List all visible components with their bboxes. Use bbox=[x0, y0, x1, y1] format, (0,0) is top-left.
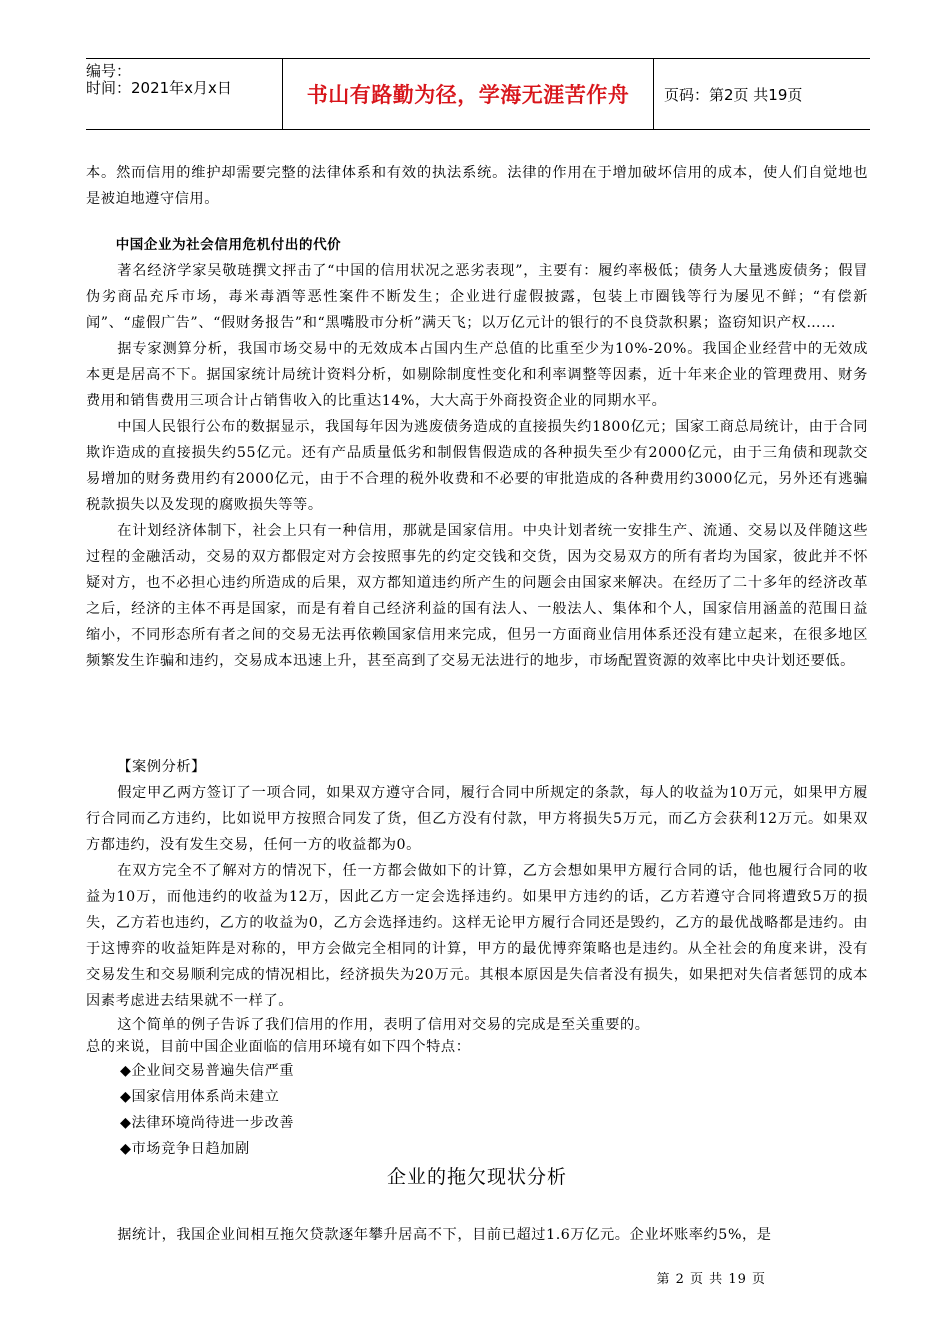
bullet-item: ◆国家信用体系尚未建立 bbox=[120, 1089, 280, 1105]
paragraph: 著名经济学家吴敬琏撰文抨击了“中国的信用状况之恶劣表现”，主要有：履约率极低；债务人大量逃废债务；假冒伪劣商品充斥市场，毒米毒酒等恶性案件不断发生；企业进行虚假披露，包装上市圈钱等行为屡见不鲜；“有偿新闻”、“虚假广告”、“假财务报告”和“黑嘴股市分析”满天飞；以万亿元计的银行的不良贷款积累；盗窃知识产权…… bbox=[86, 263, 868, 331]
page-footer: 第 2 页 共 19 页 bbox=[656, 1272, 766, 1287]
page-header bbox=[86, 58, 870, 130]
paragraph: 在计划经济体制下，社会上只有一种信用，那就是国家信用。中央计划者统一安排生产、流通、交易以及伴随这些过程的金融活动，交易的双方都假定对方会按照事先的约定交钱和交货，因为交易双方的所有者均为国家，彼此并不怀疑对方，也不必担心违约所造成的后果，双方都知道违约所产生的问题会由国家来解决。在经历了二十多年的经济改革之后，经济的主体不再是国家，而是有着自己经济利益的国有法人、一般法人、集体和个人，国家信用涵盖的范围日益缩小，不同形态所有者之间的交易无法再依赖国家信用来完成，但另一方面商业信用体系还没有建立起来，在很多地区频繁发生诈骗和违约，交易成本迅速上升，甚至高到了交易无法进行的地步，市场配置资源的效率比中央计划还要低。 bbox=[86, 523, 868, 669]
header-motto: 书山有路勤为径，学海无涯苦作舟 bbox=[283, 59, 654, 129]
paragraph: 中国人民银行公布的数据显示，我国每年因为逃废债务造成的直接损失约1800亿元；国家工商总局统计，由于合同欺诈造成的直接损失约55亿元。还有产品质量低劣和制假售假造成的各种损失至少有2000亿元，由于三角债和现款交易增加的财务费用约有2000亿元，由于不合理的税外收费和不必要的审批造成的各种费用约3000亿元，另外还有逃骗税款损失以及发现的腐败损失等等。 bbox=[86, 419, 868, 513]
paragraph: 在双方完全不了解对方的情况下，任一方都会做如下的计算，乙方会想如果甲方履行合同的话，他也履行合同的收益为10万，而他违约的收益为12万，因此乙方一定会选择违约。如果甲方违约的话，乙方若遵守合同将遭致5万的损失，乙方若也违约，乙方的收益为0，乙方会选择违约。这样无论甲方履行合同还是毁约，乙方的最优战略都是违约。由于这博弈的收益矩阵是对称的，甲方会做完全相同的计算，甲方的最优博弈策略也是违约。从全社会的角度来讲，没有交易发生和交易顺利完成的情况相比，经济损失为20万元。其根本原因是失信者没有损失，如果把对失信者惩罚的成本因素考虑进去结果就不一样了。 bbox=[86, 863, 868, 1009]
paragraph: 据专家测算分析，我国市场交易中的无效成本占国内生产总值的比重至少为10%-20%。我国企业经营中的无效成本更是居高不下。据国家统计局统计资料分析，如剔除制度性变化和利率调整等因素，近十年来企业的管理费用、财务费用和销售费用三项合计占销售收入的比重达14%，大大高于外商投资企业的同期水平。 bbox=[86, 341, 868, 409]
paragraph: 这个简单的例子告诉了我们信用的作用，表明了信用对交易的完成是至关重要的。 bbox=[117, 1017, 650, 1033]
section-title: 企业的拖欠现状分析 bbox=[386, 1166, 567, 1188]
paragraph: 据统计，我国企业间相互拖欠贷款逐年攀升居高不下，目前已超过1.6万亿元。企业坏账率约5%，是 bbox=[117, 1227, 772, 1243]
case-heading: 【案例分析】 bbox=[117, 759, 206, 775]
section-heading: 中国企业为社会信用危机付出的代价 bbox=[115, 237, 342, 253]
paragraph: 假定甲乙两方签订了一项合同，如果双方遵守合同，履行合同中所规定的条款，每人的收益为10万元，如果甲方履行合同而乙方违约，比如说甲方按照合同发了货，但乙方没有付款，甲方将损失5万元，而乙方会获利12万元。如果双方都违约，没有发生交易，任何一方的收益都为0。 bbox=[86, 785, 868, 853]
bullet-item: ◆市场竞争日趋加剧 bbox=[120, 1141, 250, 1157]
paragraph: 本。然而信用的维护却需要完整的法律体系和有效的执法系统。法律的作用在于增加破坏信用的成本，使人们自觉地也是被迫地遵守信用。 bbox=[86, 165, 868, 207]
body-block-1 bbox=[86, 160, 868, 212]
code-label: 编号： bbox=[86, 62, 132, 80]
header-page-info: 页码：第2页 共19页 bbox=[664, 85, 803, 104]
body-block-3 bbox=[86, 754, 868, 1162]
bullet-item: ◆企业间交易普遍失信严重 bbox=[120, 1063, 295, 1079]
time-label: 时间：2021年x月x日 bbox=[86, 79, 232, 97]
paragraph: 总的来说，目前中国企业面临的信用环境有如下四个特点： bbox=[86, 1039, 471, 1055]
body-block-2 bbox=[86, 232, 868, 674]
body-block-4 bbox=[86, 1222, 868, 1248]
bullet-item: ◆法律环境尚待进一步改善 bbox=[120, 1115, 295, 1131]
header-meta bbox=[86, 59, 283, 129]
